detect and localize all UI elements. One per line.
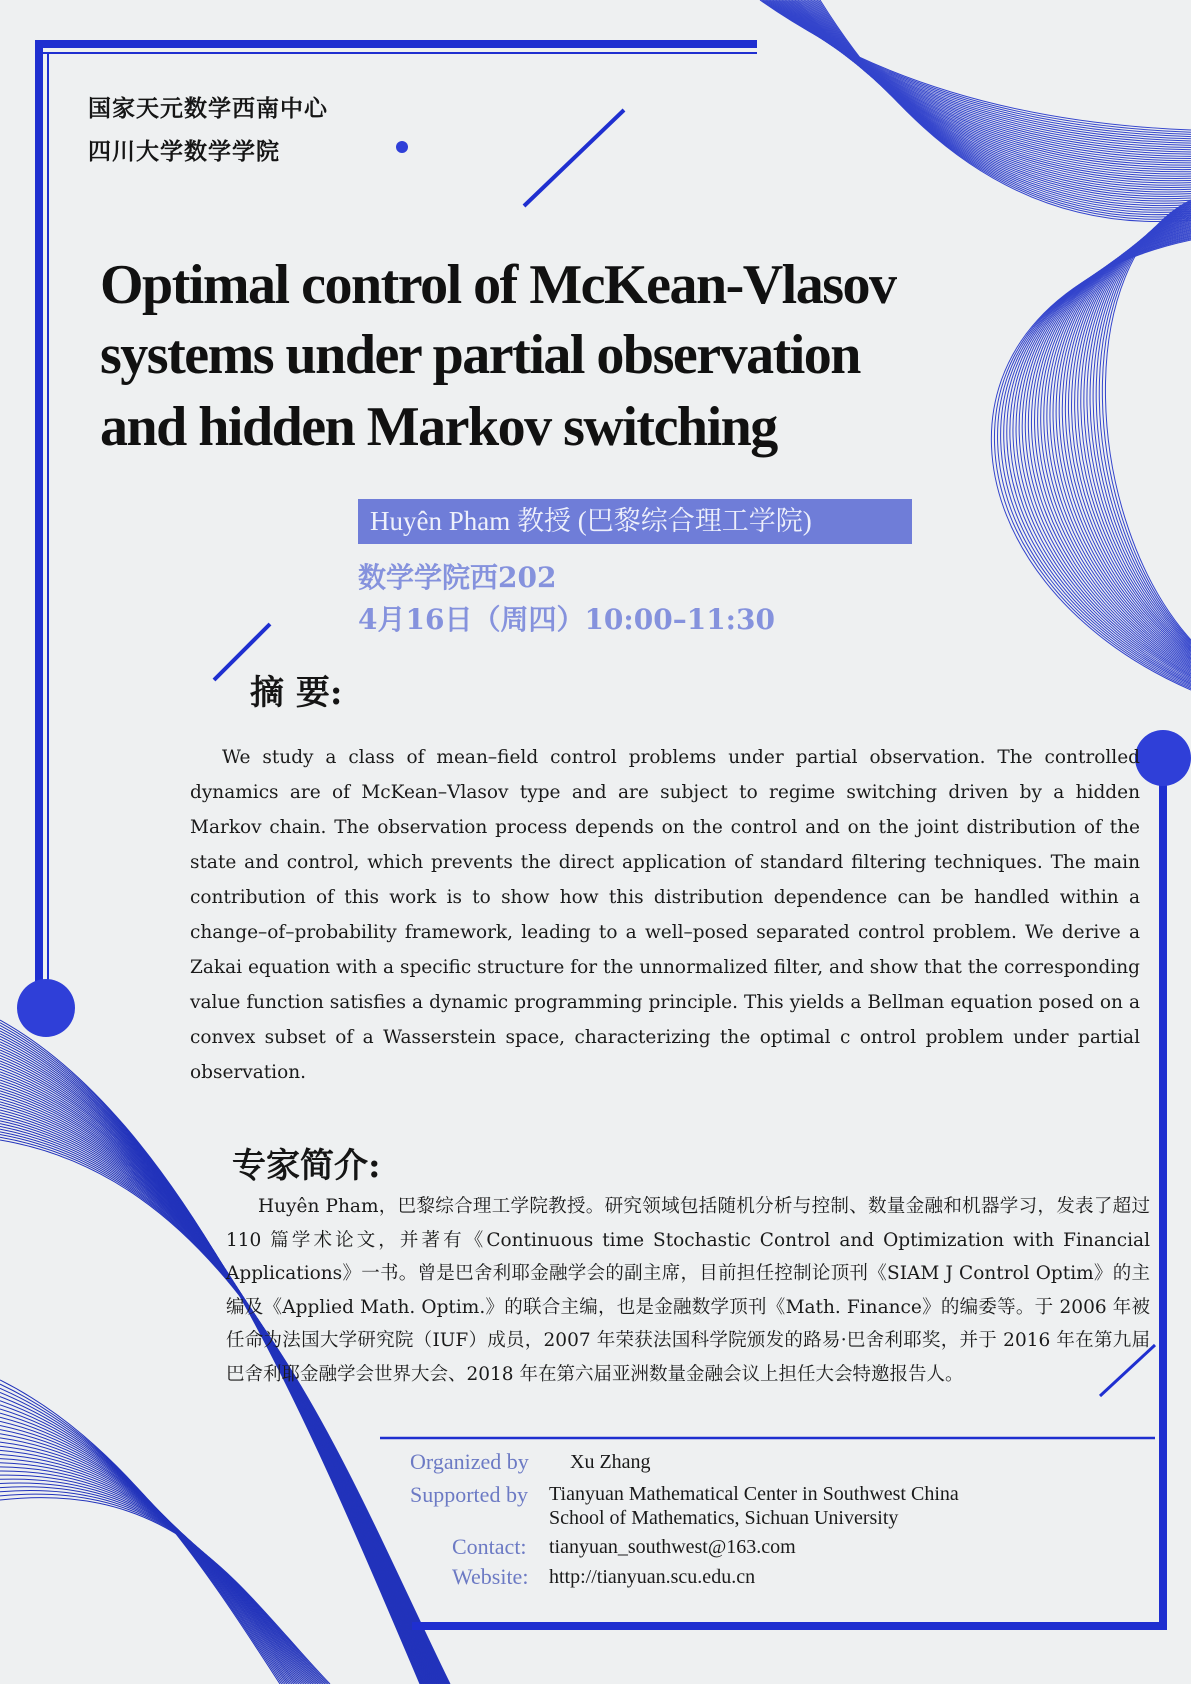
title-line-3: and hidden Markov switching <box>100 396 777 458</box>
contact-label: Contact: <box>452 1534 527 1559</box>
organizer-header-line-1: 国家天元数学西南中心 <box>88 95 328 122</box>
organized-by-value: Xu Zhang <box>570 1451 651 1473</box>
website-label: Website: <box>452 1564 529 1589</box>
contact-email[interactable]: tianyuan_southwest@163.com <box>549 1536 796 1558</box>
abstract-text: We study a class of mean–field control problems under partial observation. The controlled dynamics are of McKean–Vlasov type and are subject to regime switching driven by a hidden Markov chain. The observation process depends on the control and on the joint distribution of the state and control, which prevents the direct application of standard filtering techniques. The main contribution of this work is to show how this distribution dependence can be handled within a change–of–probability framework, leading to a well–posed separated control problem. We derive a Zakai equation with a specific structure for the unnormalized filter, and show that the corresponding value function satisfies a dynamic programming principle. This yields a Bellman equation posed on a convex subset of a Wasserstein space, characterizing the optimal c ontrol problem under partial observation. <box>190 747 1140 1083</box>
venue: 数学学院西202 <box>358 561 557 594</box>
supported-by-label: Supported by <box>410 1482 528 1507</box>
abstract-heading: 摘 要: <box>250 673 343 713</box>
speaker-banner: Huyên Pham 教授 (巴黎综合理工学院) <box>358 499 912 544</box>
website-link[interactable]: http://tianyuan.scu.edu.cn <box>549 1566 756 1588</box>
wave-lines-right <box>991 200 1191 690</box>
title-line-1: Optimal control of McKean-Vlasov <box>100 254 896 316</box>
wave-lines-top-right <box>760 0 1191 222</box>
title-line-2: systems under partial observation <box>100 324 860 386</box>
supported-by-line-1: Tianyuan Mathematical Center in Southwest China <box>549 1483 959 1505</box>
bio-text: Huyên Pham，巴黎综合理工学院教授。研究领域包括随机分析与控制、数量金融和机器学习，发表了超过 110 篇学术论文，并著有《Continuous time Stochastic Control and Optimization with Financial Applications》一书。曾是巴舍利耶金融学会的副主席，目前担任控制论顶刊《SIAM J Control Optim》的主编及《Applied Math. Optim.》的联合主编，也是金融数学顶刊《Math. Finance》的编委等。于 2006 年被任命为法国大学研究院（IUF）成员，2007 年荣获法国科学院颁发的路易·巴舍利耶奖，并于 2016 年在第九届巴舍利耶金融学会世界大会、2018 年在第六届亚洲数量金融会议上担任大会特邀报告人。 <box>226 1196 1150 1385</box>
bio-heading: 专家简介: <box>232 1146 381 1186</box>
organized-by-label: Organized by <box>410 1449 529 1474</box>
organizer-header-line-2: 四川大学数学学院 <box>88 138 280 165</box>
date-time: 4月16日（周四）10:00–11:30 <box>358 603 775 636</box>
supported-by-line-2: School of Mathematics, Sichuan University <box>549 1507 899 1529</box>
